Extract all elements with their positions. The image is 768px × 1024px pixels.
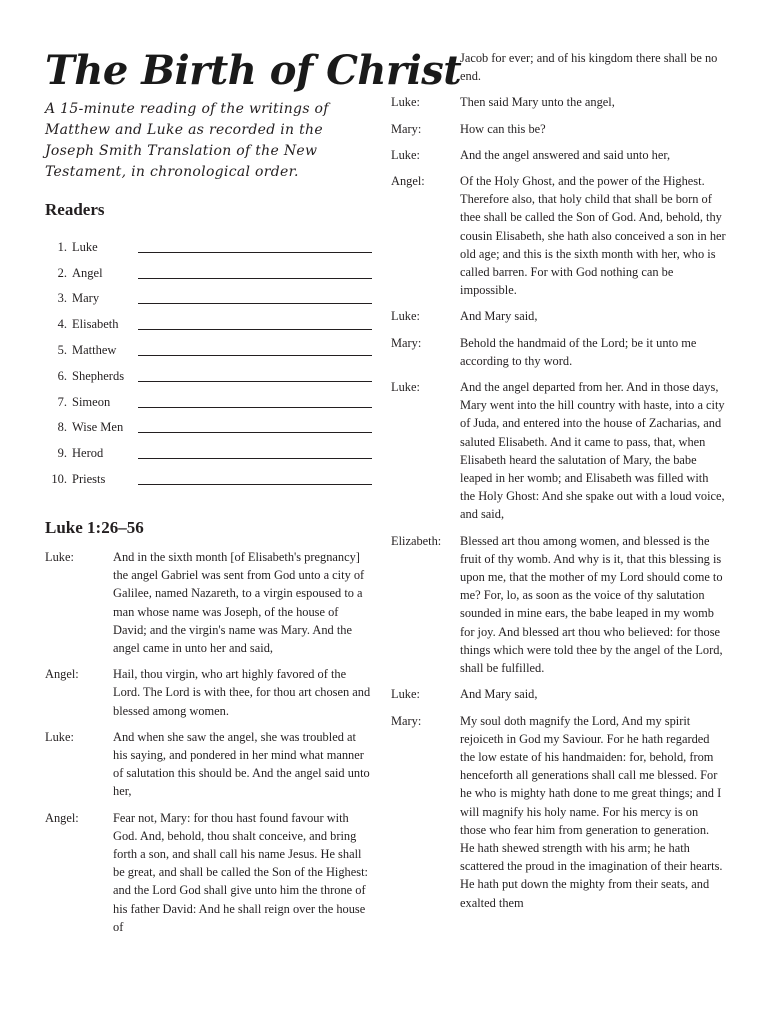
reader-name: Matthew bbox=[72, 342, 117, 357]
reader-row bbox=[45, 332, 372, 358]
reader-name: Herod bbox=[72, 446, 104, 461]
reader-number: 5. bbox=[57, 342, 67, 357]
speaker-label: Mary: bbox=[391, 335, 422, 350]
reader-number: 3. bbox=[57, 291, 67, 306]
reader-signup-line[interactable] bbox=[138, 303, 372, 304]
speaker-label: Luke: bbox=[391, 95, 420, 110]
dialogue-line bbox=[391, 532, 726, 678]
reader-signup-line[interactable] bbox=[138, 458, 372, 459]
dialogue-line bbox=[45, 665, 372, 720]
dialogue-line bbox=[45, 728, 372, 801]
section-heading: Luke 1:26–56 bbox=[45, 517, 144, 537]
speech-text: And the angel departed from her. And in those days, Mary went into the hill country with haste, into a city of Juda, and entered into the house of Zacharias, and saluted Elisabeth. And it came to pass, that, when Elisabeth heard the salutation of Mary, the babe leaped in her womb; and Elisabeth was filled with the Holy Ghost: And she spake out with a loud voice, and said, bbox=[460, 380, 725, 522]
speaker-label: Luke: bbox=[391, 687, 420, 702]
speaker-label: Luke: bbox=[391, 380, 420, 395]
dialogue-line bbox=[391, 712, 726, 912]
readers-list bbox=[45, 229, 372, 487]
speaker-label: Angel: bbox=[391, 174, 425, 189]
speech-text: And Mary said, bbox=[460, 687, 538, 702]
reader-row bbox=[45, 435, 372, 461]
reader-name: Wise Men bbox=[72, 420, 124, 435]
reader-number: 7. bbox=[57, 394, 67, 409]
dialogue-line bbox=[391, 334, 726, 370]
reader-number: 1. bbox=[57, 239, 67, 254]
speaker-label: Luke: bbox=[391, 147, 420, 162]
speaker-label: Angel: bbox=[45, 810, 79, 825]
speaker-label: Luke: bbox=[45, 729, 74, 744]
dialogue-line bbox=[45, 809, 372, 936]
reader-number: 8. bbox=[57, 420, 67, 435]
reader-row bbox=[45, 384, 372, 410]
speech-text: And when she saw the angel, she was troubled at his saying, and pondered in her mind what manner of salutation this should be. And the angel said unto her, bbox=[113, 729, 370, 799]
reader-number: 2. bbox=[57, 265, 67, 280]
speaker-label: Angel: bbox=[45, 667, 79, 682]
dialogue-line bbox=[391, 146, 726, 164]
dialogue-line bbox=[391, 120, 726, 138]
reader-row bbox=[45, 410, 372, 436]
reader-name: Shepherds bbox=[72, 368, 125, 383]
reader-row bbox=[45, 461, 372, 487]
readers-heading: Readers bbox=[45, 200, 105, 219]
reader-number: 9. bbox=[57, 446, 67, 461]
reader-number: 6. bbox=[57, 368, 67, 383]
dialogue-line bbox=[391, 685, 726, 703]
right-column bbox=[391, 49, 726, 920]
reader-signup-line[interactable] bbox=[138, 252, 372, 253]
speech-text: And in the sixth month [of Elisabeth's pregnancy] the angel Gabriel was sent from God unto a city of Galilee, named Nazareth, to a virgin espoused to a man whose name was Joseph, of the house of David; and the virgin's name was Mary. And the angel came in unto her and said, bbox=[113, 549, 365, 655]
reader-name: Mary bbox=[72, 291, 100, 306]
dialogue-left bbox=[45, 548, 372, 936]
continuation-text: Jacob for ever; and of his kingdom there shall be no end. bbox=[460, 51, 718, 84]
speech-text: Of the Holy Ghost, and the power of the Highest. Therefore also, that holy child that shall be born of thee shall be called the Son of God. And, behold, thy cousin Elisabeth, she hath also conceived a son in her old age; and this is the sixth month with her, who is called barren. For with God nothing can be impossible. bbox=[460, 174, 726, 298]
speech-text: Blessed art thou among women, and blessed is the fruit of thy womb. And why is it, that this blessing is upon me, that the mother of my Lord should come to me? For, lo, as soon as the voice of thy salutation sounded in mine ears, the babe leaped in my womb for joy. And blessed art thou who believed: for those things which were told thee by the angel of the Lord, shall be fulfilled. bbox=[460, 533, 723, 676]
speaker-label: Luke: bbox=[45, 549, 74, 564]
speaker-label: Mary: bbox=[391, 121, 422, 136]
speaker-label: Mary: bbox=[391, 713, 422, 728]
speech-text: Behold the handmaid of the Lord; be it unto me according to thy word. bbox=[460, 335, 697, 368]
reader-signup-line[interactable] bbox=[138, 407, 372, 408]
reader-signup-line[interactable] bbox=[138, 355, 372, 356]
dialogue-line bbox=[391, 93, 726, 111]
dialogue-line bbox=[391, 172, 726, 299]
reader-signup-line[interactable] bbox=[138, 329, 372, 330]
reader-number: 4. bbox=[57, 317, 67, 332]
reader-name: Luke bbox=[72, 239, 98, 254]
dialogue-line bbox=[45, 548, 372, 657]
reader-row bbox=[45, 306, 372, 332]
reader-name: Priests bbox=[72, 471, 106, 486]
speech-text: My soul doth magnify the Lord, And my spirit rejoiceth in God my Saviour. For he hath regarded the low estate of his handmaiden: for, behold, from henceforth all generations shall call me blessed. For he who is mighty hath done to me great things; and I will magnify his holy name. For his mercy is on those who fear him from generation to generation. He hath shewed strength with his arm; he hath scattered the proud in the imagination of their hearts. He hath put down the mighty from their seats, and exalted them bbox=[460, 713, 723, 910]
reader-number: 10. bbox=[51, 471, 67, 486]
reader-signup-line[interactable] bbox=[138, 484, 372, 485]
page-subtitle: A 15-minute reading of the writings of Matthew and Luke as recorded in the Joseph Smith Translation of the New Testament, in chronological order. bbox=[45, 101, 329, 180]
reader-signup-line[interactable] bbox=[138, 432, 372, 433]
speech-text: How can this be? bbox=[460, 121, 546, 136]
speech-text: Then said Mary unto the angel, bbox=[460, 95, 615, 110]
reader-signup-line[interactable] bbox=[138, 278, 372, 279]
reader-row bbox=[45, 358, 372, 384]
speech-text: Fear not, Mary: for thou hast found favour with God. And, behold, thou shalt conceive, and bring forth a son, and shall call his name Jesus. He shall be great, and shall be called the Son of the Highest: and the Lord God shall give unto him the throne of his father David: And he shall reign over the house of bbox=[113, 810, 368, 934]
reader-name: Angel bbox=[72, 265, 103, 280]
reader-name: Simeon bbox=[72, 394, 111, 409]
speech-text: Hail, thou virgin, who art highly favored of the Lord. The Lord is with thee, for thou art chosen and blessed among women. bbox=[113, 667, 371, 718]
dialogue-line bbox=[391, 307, 726, 325]
reader-row bbox=[45, 255, 372, 281]
reader-row bbox=[45, 281, 372, 307]
reader-name: Elisabeth bbox=[72, 317, 119, 332]
reader-signup-line[interactable] bbox=[138, 381, 372, 382]
speech-text: And the angel answered and said unto her, bbox=[460, 147, 671, 162]
speech-text: And Mary said, bbox=[460, 309, 538, 324]
dialogue-line bbox=[391, 378, 726, 524]
page-title: The Birth of Christ bbox=[45, 47, 462, 94]
reader-row bbox=[45, 229, 372, 255]
speaker-label: Elizabeth: bbox=[391, 533, 442, 548]
speaker-label: Luke: bbox=[391, 309, 420, 324]
